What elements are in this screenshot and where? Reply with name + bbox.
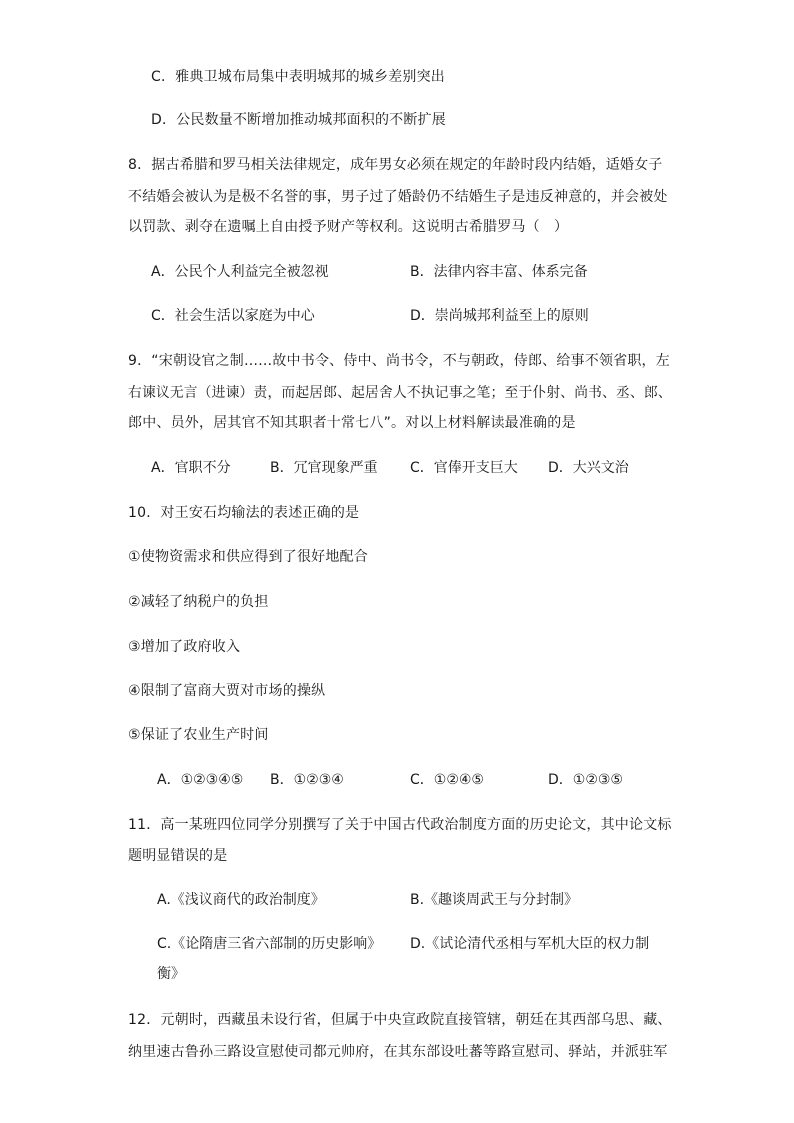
q9-stem-line-1: 9．“宋朝设官之制……故中书令、侍中、尚书令，不与朝政，侍郎、给事不领省职，左 (128, 353, 670, 369)
q10-stem: 10．对王安石均输法的表述正确的是 (128, 505, 360, 521)
q11-option-d-line-1: D.《试论清代丞相与军机大臣的权力制 (410, 936, 650, 952)
q8-stem-line-3: 以罚款、剥夺在遗嘱上自由授予财产等权利。这说明古希腊罗马（ ） (128, 219, 569, 235)
q12-stem-line-2: 纳里速古鲁孙三路设宣慰使司都元帅府，在其东部设吐蕃等路宣慰司、驿站，并派驻军 (128, 1044, 668, 1060)
q10-item-2: ②减轻了纳税户的负担 (128, 594, 269, 610)
q12-stem-line-1: 12．元朝时，西藏虽未设行省，但属于中央宣政院直接管辖，朝廷在其西部乌思、藏、 (128, 1012, 672, 1028)
q11-option-b: B.《趣谈周武王与分封制》 (410, 892, 579, 908)
q9-stem-line-2: 右谏议无言（进谏）责，而起居郎、起居舍人不执记事之笔；至于仆射、尚书、丞、郎、 (128, 385, 672, 401)
q8-option-c: C．社会生活以家庭为中心 (151, 308, 315, 324)
q8-option-b: B．法律内容丰富、体系完备 (410, 264, 588, 280)
q8-stem-line-2: 不结婚会被认为是极不名誉的事，男子过了婚龄仍不结婚生子是违反神意的，并会被处 (128, 189, 668, 205)
q9-option-a: A．官职不分 (151, 460, 231, 476)
q9-option-b: B．冗官现象严重 (270, 460, 378, 476)
q8-stem-line-1: 8．据古希腊和罗马相关法律规定，成年男女必须在规定的年龄时段内结婚，适婚女子 (128, 157, 663, 173)
q9-option-c: C．官俸开支巨大 (410, 460, 518, 476)
q8-option-d: D．崇尚城邦利益至上的原则 (410, 308, 589, 324)
q10-option-a: A．①②③④⑤ (157, 772, 244, 788)
q7-option-d: D．公民数量不断增加推动城邦面积的不断扩展 (151, 112, 446, 128)
q10-item-3: ③增加了政府收入 (128, 639, 241, 655)
q10-option-c: C．①②④⑤ (410, 772, 484, 788)
q11-stem-line-1: 11．高一某班四位同学分别撰写了关于中国古代政治制度方面的历史论文，其中论文标 (128, 817, 672, 833)
q10-item-4: ④限制了富商大贾对市场的操纵 (128, 683, 326, 699)
q11-option-c: C.《论隋唐三省六部制的历史影响》 (157, 936, 382, 952)
q10-item-5: ⑤保证了农业生产时间 (128, 727, 269, 743)
q11-stem-line-2: 题明显错误的是 (128, 848, 228, 864)
q9-option-d: D．大兴文治 (548, 460, 629, 476)
q7-option-c: C．雅典卫城布局集中表明城邦的城乡差别突出 (151, 69, 445, 85)
q9-stem-line-3: 郎中、员外，居其官不知其职者十常七八”。对以上材料解读最准确的是 (128, 415, 576, 431)
q8-option-a: A．公民个人利益完全被忽视 (151, 264, 329, 280)
q10-item-1: ①使物资需求和供应得到了很好地配合 (128, 549, 368, 565)
q11-option-d-line-2: 衡》 (157, 966, 185, 982)
q11-option-a: A.《浅议商代的政治制度》 (157, 892, 325, 908)
q10-option-b: B．①②③④ (270, 772, 344, 788)
q10-option-d: D．①②③⑤ (548, 772, 623, 788)
